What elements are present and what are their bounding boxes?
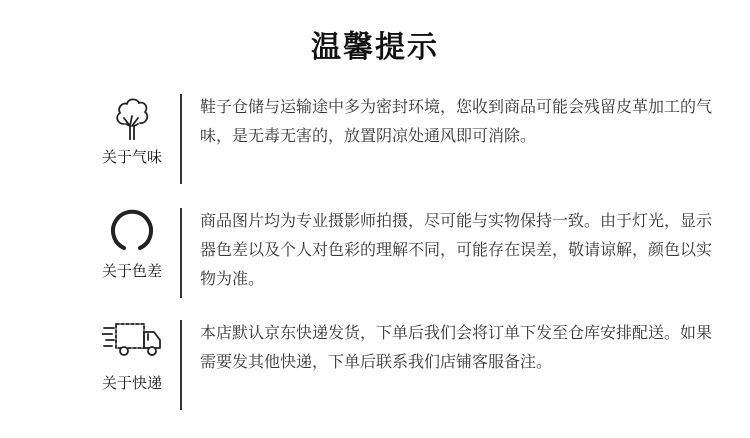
section-label: 关于色差 [101,262,162,280]
notice-icon-box [92,202,172,298]
section-text: 鞋子仓储与运输途中多为密封环境，您收到商品可能会残留皮革加工的气味，是无毒无害的，放置阴凉处通风即可消除。 [200,97,713,145]
divider [180,208,182,298]
notice-section-delivery [0,314,750,410]
section-text: 本店默认京东快递发货，下单后我们会将订单下发至仓库安排配送。如果需要发其他快递，下单后联系我们店铺客服备注。 [200,323,713,371]
divider [180,94,182,184]
notice-icon-box [92,314,172,410]
tree-icon [112,94,152,140]
circle-icon [110,208,154,252]
notice-section-color [0,202,750,298]
page-title: 温馨提示 [311,30,439,65]
section-text: 商品图片均为专业摄影师拍摄，尽可能与实物保持一致。由于灯光，显示器色差以及个人对色彩的理解不同，可能存在误差，敬请谅解，颜色以实物为准。 [200,211,713,288]
notice-section-smell [0,88,750,184]
delivery-truck-icon [102,320,162,360]
divider [180,320,182,410]
section-label: 关于快递 [101,374,162,392]
notice-icon-box [92,88,172,184]
section-label: 关于气味 [101,148,162,166]
